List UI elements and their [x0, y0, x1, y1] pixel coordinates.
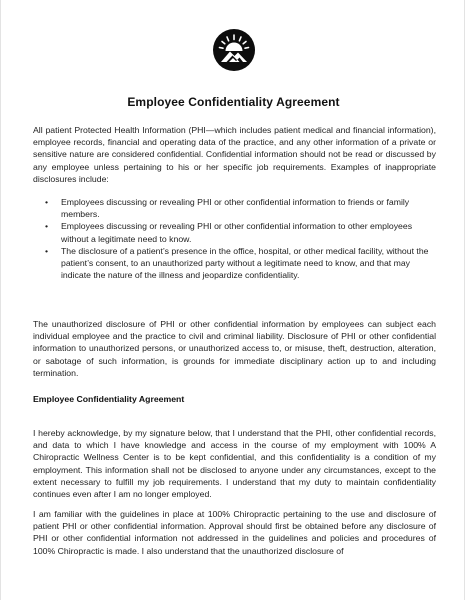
list-item	[33, 245, 436, 282]
bullet-icon: •	[45, 245, 49, 256]
section-heading: Employee Confidentiality Agreement	[33, 394, 185, 404]
disclosure-examples-list	[33, 196, 436, 281]
intro-paragraph: All patient Protected Health Information (PHI—which includes patient medical and financial information), employee records, financial and operating data of the practice, and any other information of a private or sensitive nature are considered confidential. Confidential information should not be read or discussed by any employee unless pertaining to his or her specific job requirements. Examples of inappropriate disclosures include:	[33, 125, 436, 184]
list-item	[33, 196, 436, 220]
bullet-icon: •	[45, 221, 49, 232]
acknowledgement-paragraph: I hereby acknowledge, by my signature below, that I understand that the PHI, other confidential records, and data to which I have knowledge and access in the course of my employment with 100% A Chiropractic Wellness Center is to be kept confidential, and this confidentiality is a condition of my employment. This information shall not be disclosed to anyone under any circumstances, except to the extent necessary to fulfill my job requirements. I understand that my duty to maintain confidentiality continues even after I am no longer employed.	[33, 428, 436, 500]
unauthorized-disclosure-paragraph: The unauthorized disclosure of PHI or other confidential information by employees can subject each individual employee and the practice to civil and criminal liability. Disclosure of PHI or other confidential information to unauthorized persons, or unauthorized access to, or misuse, theft, destruction, alteration, or sabotage of such information, is grounds for immediate disciplinary action up to and including termination.	[33, 319, 436, 378]
bullet-icon: •	[45, 197, 49, 207]
list-item-text: Employees discussing or revealing PHI or other confidential information to friends or family members.	[61, 197, 410, 220]
list-item	[33, 220, 436, 244]
list-item-text: Employees discussing or revealing PHI or other confidential information to other employees without a legitimate need to know.	[61, 221, 413, 244]
sun-mountain-logo-icon	[213, 29, 255, 71]
document-title: Employee Confidentiality Agreement	[127, 95, 340, 109]
guidelines-paragraph: I am familiar with the guidelines in place at 100% Chiropractic pertaining to the use and disclosure of patient PHI or other confidential information. Approval should first be obtained before any disclosure of PHI or other confidential information not addressed in the guidelines and policies and procedures of 100% Chiropractic is made. I also understand that the unauthorized disclosure of	[33, 509, 436, 556]
list-item-text: The disclosure of a patient’s presence in the office, hospital, or other medical facility, without the patient’s consent, to an unauthorized party without a legitimate need to know, and that may indicate the nature of the illness and jeopardize confidentiality.	[61, 245, 429, 281]
